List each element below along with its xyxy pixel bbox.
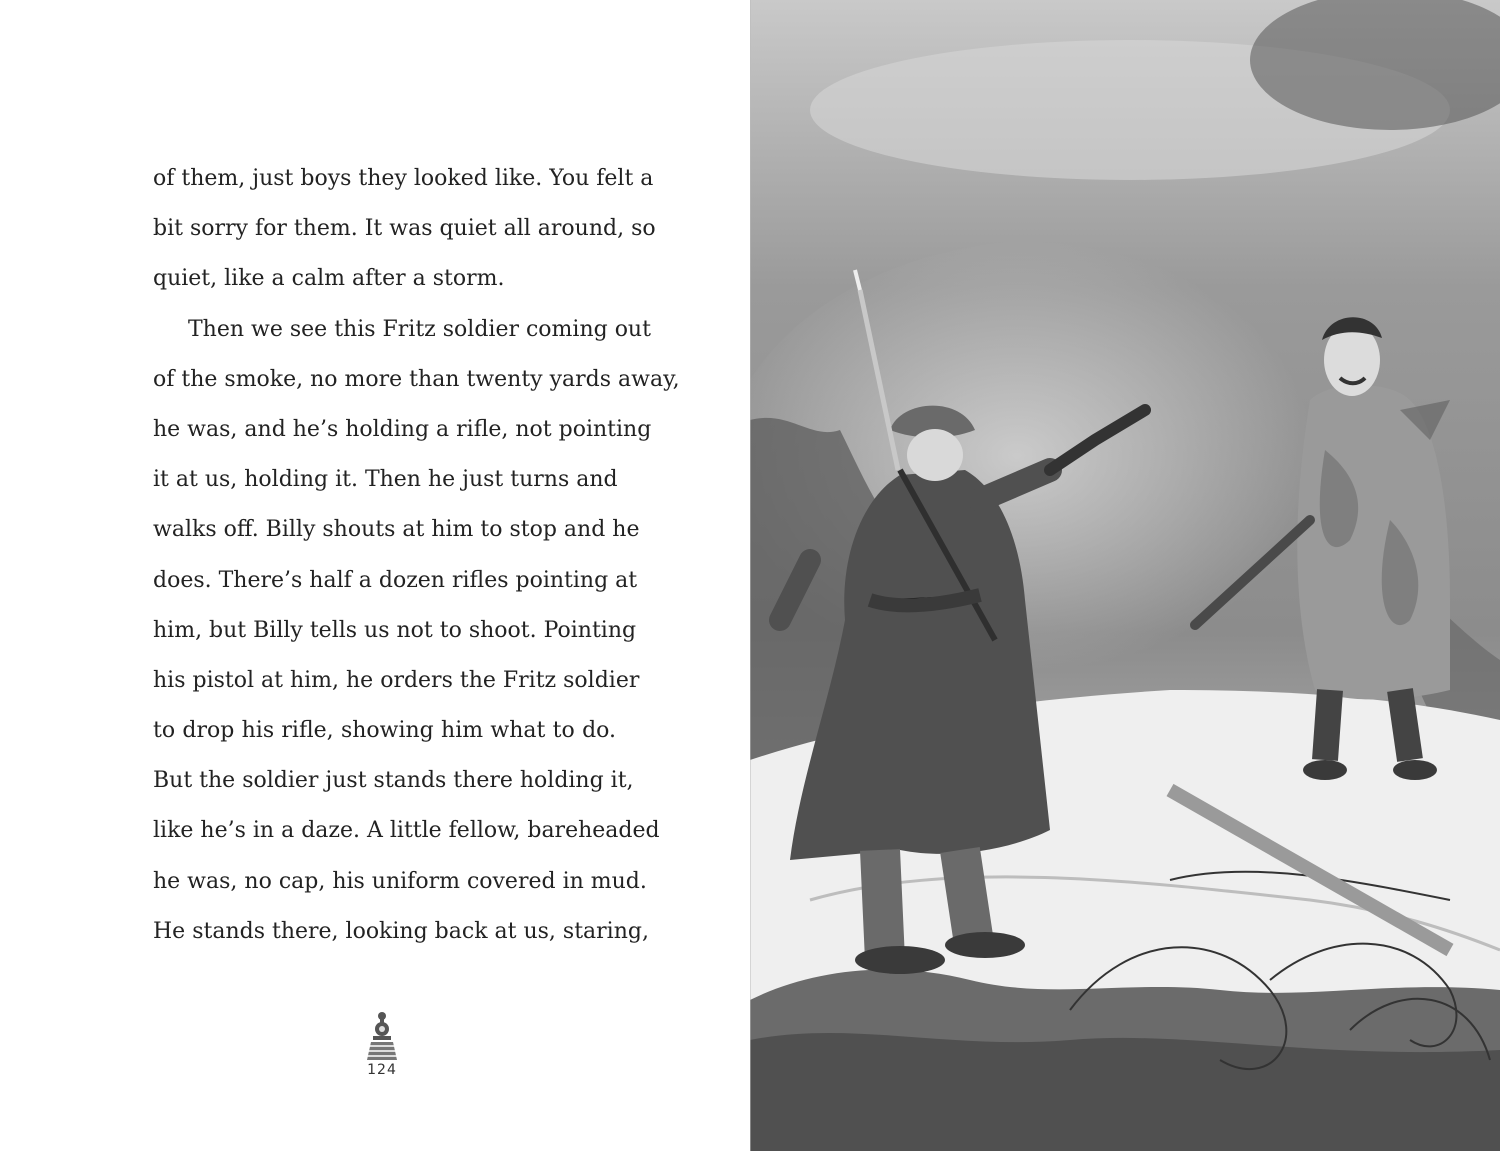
body-text (153, 154, 680, 957)
watercolor-illustration (750, 0, 1500, 1151)
text-line: he was, and he’s holding a rifle, not pointing (153, 416, 652, 442)
text-line: Then we see this Fritz soldier coming out (188, 316, 651, 342)
text-line: does. There’s half a dozen rifles pointing at (153, 567, 638, 593)
text-line: he was, no cap, his uniform covered in mud. (153, 868, 647, 894)
page-number: 124 (367, 1062, 397, 1078)
text-line: walks off. Billy shouts at him to stop and he (153, 517, 640, 543)
text-line: his pistol at him, he orders the Fritz soldier (153, 667, 640, 693)
text-line: quiet, like a calm after a storm. (153, 266, 505, 292)
text-line: to drop his rifle, showing him what to do. (153, 718, 616, 744)
text-line: him, but Billy tells us not to shoot. Pointing (153, 617, 637, 643)
text-line: He stands there, looking back at us, staring, (153, 918, 649, 944)
illustration-canvas (750, 0, 1500, 1151)
text-line: bit sorry for them. It was quiet all around, so (153, 216, 656, 242)
text-line: like he’s in a daze. A little fellow, bareheaded (153, 818, 660, 844)
text-line: of them, just boys they looked like. You felt a (153, 166, 654, 191)
text-line: But the soldier just stands there holding it, (153, 768, 634, 794)
text-line: it at us, holding it. Then he just turns and (153, 467, 618, 493)
text-line: of the smoke, no more than twenty yards away, (153, 366, 680, 392)
train-folio-icon (365, 1010, 399, 1062)
